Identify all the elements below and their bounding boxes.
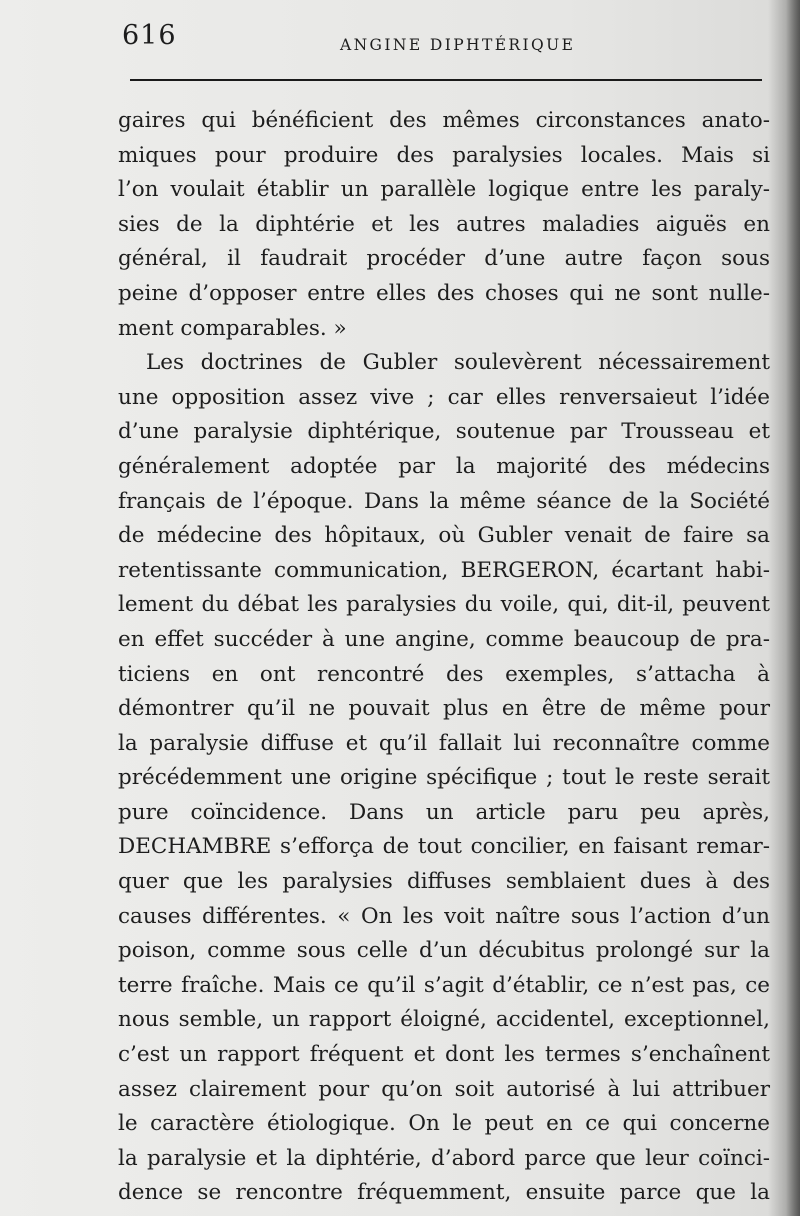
text-line: sies de la diphtérie et les autres maladies aiguës en (118, 211, 770, 237)
text-line: poison, comme sous celle d’un décubitus prolongé sur la (118, 938, 770, 964)
text-line: terre fraîche. Mais ce qu’il s’agit d’établir, ce n’est pas, ce (118, 972, 770, 998)
text-line: précédemment une origine spécifique ; tout le reste serait (118, 765, 770, 791)
text-line: la paralysie diffuse et qu’il fallait lui reconnaître comme (118, 730, 770, 756)
text-line: gaires qui bénéficient des mêmes circonstances anato- (118, 108, 770, 133)
text-line: peine d’opposer entre elles des choses qui ne sont nulle- (118, 280, 770, 306)
text-line: retentissante communication, BERGERON, écartant habi- (118, 557, 770, 583)
text-line: généralement adoptée par la majorité des médecins (118, 453, 770, 479)
text-line: miques pour produire des paralysies locales. Mais si (118, 142, 770, 168)
text-line: une opposition assez vive ; car elles renversaieut l’idée (118, 384, 770, 410)
text-line: l’on voulait établir un parallèle logique entre les paraly- (118, 177, 770, 203)
text-line: ticiens en ont rencontré des exemples, s’attacha à (118, 661, 770, 687)
text-line: dence se rencontre fréquemment, ensuite parce que la (118, 1180, 770, 1206)
text-line: français de l’époque. Dans la même séance de la Société (118, 488, 770, 514)
text-line: démontrer qu’il ne pouvait plus en être de même pour (118, 696, 770, 722)
running-title: ANGINE DIPHTÉRIQUE (340, 36, 576, 54)
text-line: pure coïncidence. Dans un article paru peu après, (118, 799, 770, 825)
text-line: la paralysie et la diphtérie, d’abord parce que leur coïnci- (118, 1145, 770, 1171)
text-line: le caractère étiologique. On le peut en ce qui concerne (118, 1111, 770, 1137)
body-text (118, 104, 770, 1211)
text-line: lement du débat les paralysies du voile, qui, dit-il, peuvent (118, 592, 770, 618)
text-line: DECHAMBRE s’efforça de tout concilier, en faisant remar- (118, 834, 770, 860)
text-line: d’une paralysie diphtérique, soutenue par Trousseau et (118, 419, 770, 445)
text-line: causes différentes. « On les voit naître sous l’action d’un (118, 903, 770, 929)
page-edge-shadow (786, 0, 800, 1216)
text-line: en effet succéder à une angine, comme beaucoup de pra- (118, 626, 770, 652)
text-line: de médecine des hôpitaux, où Gubler venait de faire sa (118, 523, 770, 549)
page-number: 616 (122, 20, 177, 51)
text-line: général, il faudrait procéder d’une autre façon sous (118, 246, 770, 272)
text-line: ment comparables. » (118, 315, 347, 341)
text-line: Les doctrines de Gubler soulevèrent nécessairement (146, 350, 770, 376)
text-line: nous semble, un rapport éloigné, accidentel, exceptionnel, (118, 1007, 770, 1033)
text-line: quer que les paralysies diffuses semblaient dues à des (118, 869, 770, 895)
header-rule (130, 79, 762, 81)
text-line: c’est un rapport fréquent et dont les termes s’enchaînent (118, 1042, 770, 1068)
text-line: assez clairement pour qu’on soit autorisé à lui attribuer (118, 1076, 770, 1102)
